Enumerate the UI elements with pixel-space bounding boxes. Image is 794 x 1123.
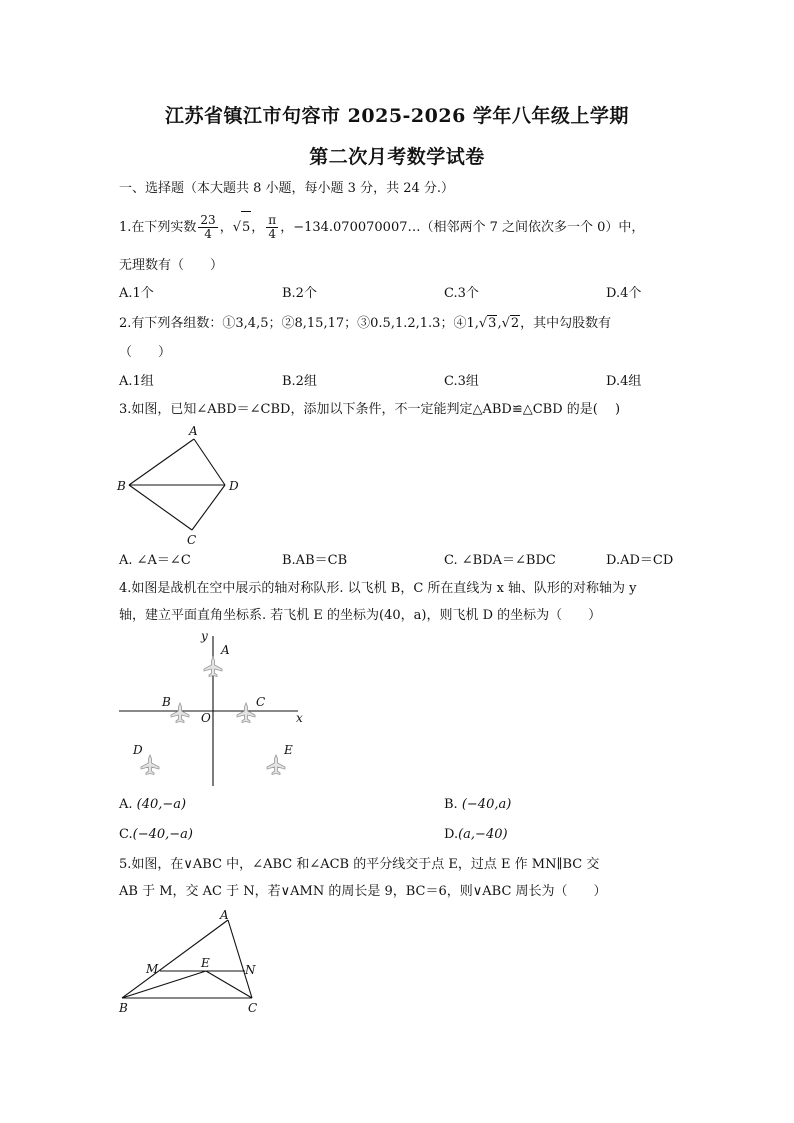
q3-option-a[interactable]: A. ∠A＝∠C: [119, 553, 191, 568]
q3-edge-ba: [129, 439, 194, 485]
q4-label-o: O: [201, 711, 211, 725]
q4-plane-b-icon: [171, 703, 189, 723]
q3-figure: [112, 422, 252, 548]
q3-option-d[interactable]: D.AD＝CD: [606, 553, 674, 568]
q1-line-2: 无理数有（ ）: [119, 258, 224, 273]
q4-label-c: C: [256, 695, 266, 709]
q3-edge-bc: [129, 485, 192, 530]
q4-option-c[interactable]: C.(−40,−a): [119, 827, 193, 842]
q3-option-c[interactable]: C. ∠BDA＝∠BDC: [444, 553, 556, 568]
q4-label-e: E: [284, 743, 293, 757]
title-line-2: 第二次月考数学试卷: [309, 146, 485, 168]
q1-rest: −134.070070007…（相邻两个 7 之间依次多一个 0）中，: [293, 220, 645, 235]
question-4-line-2: 轴，建立平面直角坐标系. 若飞机 E 的坐标为(40，a)，则飞机 D 的坐标为（ ）: [119, 608, 602, 623]
question-1: 1.在下列实数 $\frac{23}{4}$ ，√5， $\frac{\pi}{4}$ ，−134.070070007…（相邻两个 7 之间依次多一个 0）中，: [119, 211, 644, 243]
q4-label-x: x: [296, 711, 303, 725]
q3-label-c: C: [187, 533, 197, 547]
q4-plane-c-icon: [237, 703, 255, 723]
q4-option-d[interactable]: D.(a,−40): [444, 827, 508, 842]
q3-label-d: D: [229, 479, 239, 493]
title-line-1: 江苏省镇江市句容市 2025-2026 学年八年级上学期: [165, 105, 629, 127]
q5-bisector-be: [122, 971, 206, 998]
q1-option-a[interactable]: A.1个: [119, 286, 154, 301]
q4-option-b[interactable]: B. (−40,a): [444, 797, 512, 812]
q3-label-a: A: [189, 424, 198, 438]
q2-option-c[interactable]: C.3组: [444, 374, 479, 389]
q5-label-c: C: [248, 1001, 258, 1015]
q3-label-b: B: [117, 479, 126, 493]
q5-edge-ab: [122, 920, 228, 998]
q5-label-a: A: [220, 908, 229, 922]
q5-label-e: E: [201, 956, 210, 970]
q4-plane-d-icon: [141, 755, 159, 775]
q3-edge-ad: [194, 439, 225, 485]
q2-option-d[interactable]: D.4组: [606, 374, 642, 389]
question-4-line-1: 4.如图是战机在空中展示的轴对称队形. 以飞机 B，C 所在直线为 x 轴、队形的对称轴为 y: [119, 581, 637, 596]
q1-option-c[interactable]: C.3个: [444, 286, 479, 301]
section-heading: 一、选择题（本大题共 8 小题，每小题 3 分，共 24 分.）: [119, 181, 455, 196]
q4-label-d: D: [133, 743, 143, 757]
q1-option-b[interactable]: B.2个: [282, 286, 317, 301]
q4-figure: [116, 628, 316, 790]
q4-option-a[interactable]: A. (40,−a): [119, 797, 187, 812]
q3-edge-cd: [192, 485, 225, 530]
q2-option-b[interactable]: B.2组: [282, 374, 317, 389]
question-2: 2.有下列各组数：①3,4,5；②8,15,17；③0.5,1.2,1.3；④1,√3,√2，其中勾股数有: [119, 316, 612, 331]
q4-label-y: y: [201, 629, 208, 643]
q5-figure: [114, 906, 274, 1018]
q2-line-2: （ ）: [119, 345, 172, 360]
q4-plane-e-icon: [267, 755, 285, 775]
question-5-line-2: AB 于 M，交 AC 于 N，若∨AMN 的周长是 9，BC＝6，则∨ABC 周长为（ ）: [119, 884, 607, 899]
q1-fraction-1: $\frac{23}{4}$: [200, 213, 216, 241]
q1-sqrt: 5: [241, 211, 251, 244]
q3-option-b[interactable]: B.AB＝CB: [282, 553, 348, 568]
question-3: 3.如图，已知∠ABD＝∠CBD，添加以下条件，不一定能判定△ABD≌△CBD 的是( ): [119, 402, 621, 417]
q2-option-a[interactable]: A.1组: [119, 374, 154, 389]
q1-fraction-2: $\frac{\pi}{4}$: [268, 213, 277, 241]
question-5-line-1: 5.如图，在∨ABC 中，∠ABC 和∠ACB 的平分线交于点 E，过点 E 作 MN∥BC 交: [119, 857, 600, 872]
q1-option-d[interactable]: D.4个: [606, 286, 642, 301]
q5-label-b: B: [119, 1001, 128, 1015]
q5-label-m: M: [146, 962, 159, 976]
q4-plane-a-icon: [204, 657, 222, 677]
q4-label-b: B: [162, 695, 171, 709]
q5-label-n: N: [245, 963, 256, 977]
q1-prefix: 1.在下列实数: [119, 220, 197, 235]
q4-label-a: A: [221, 643, 230, 657]
